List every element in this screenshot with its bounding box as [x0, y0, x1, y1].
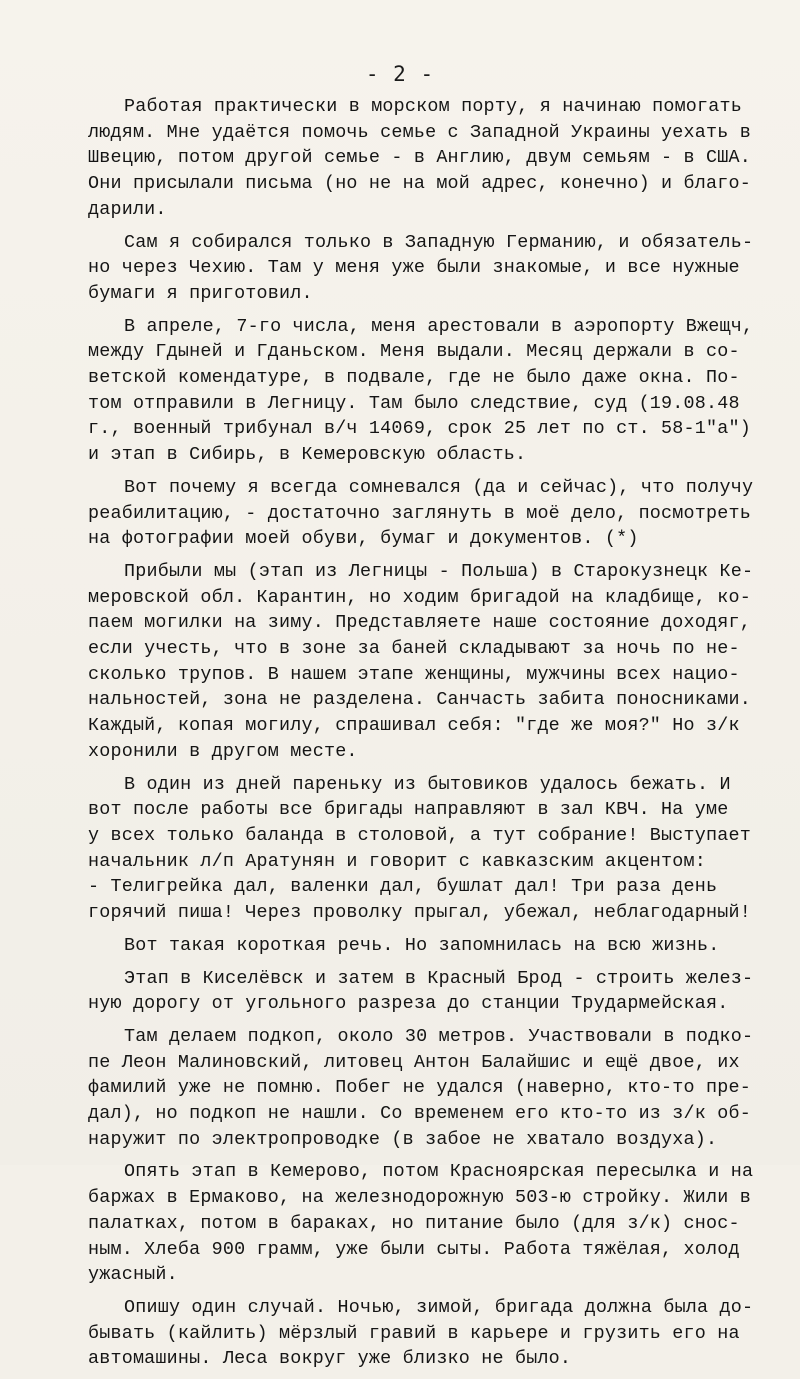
paragraph	[88, 559, 768, 765]
page-number: - 2 -	[365, 62, 435, 86]
text-line: дал), но подкоп не нашли. Со временем его кто-то из з/к об-	[88, 1103, 751, 1125]
paragraph	[88, 94, 768, 223]
text-line: фамилий уже не помню. Побег не удался (наверно, кто-то пре-	[88, 1077, 751, 1099]
text-line: Работая практически в морском порту, я начинаю помогать	[124, 96, 742, 117]
text-line: Опишу один случай. Ночью, зимой, бригада должна была до-	[124, 1296, 754, 1318]
text-line: хоронили в другом месте.	[88, 740, 358, 762]
text-line: между Гдыней и Гданьском. Меня выдали. Месяц держали в со-	[88, 341, 740, 363]
paragraph	[88, 475, 768, 552]
text-line: ную дорогу от угольного разреза до станции Трудармейская.	[88, 993, 729, 1015]
text-line: наружит по электропроводке (в забое не хватало воздуха).	[88, 1128, 718, 1150]
text-line: Швецию, потом другой семье - в Англию, двум семьям - в США.	[88, 147, 751, 169]
text-line: ветской комендатуре, в подвале, где не было даже окна. По-	[88, 367, 740, 389]
text-line: и этап в Сибирь, в Кемеровскую область.	[88, 444, 527, 466]
text-line: на фотографии моей обуви, бумаг и документов. (*)	[88, 528, 639, 550]
paragraph	[88, 314, 768, 468]
text-line: Каждый, копая могилу, спрашивал себя: "где же моя?" Но з/к	[88, 715, 740, 737]
text-line: ужасный.	[88, 1264, 178, 1286]
text-line: В один из дней пареньку из бытовиков удалось бежать. И	[124, 773, 731, 795]
text-line: бумаги я приготовил.	[88, 282, 313, 304]
text-line: Вот почему я всегда сомневался (да и сейчас), что получу	[124, 476, 754, 498]
text-line: Они присылали письма (но не на мой адрес, конечно) и благо-	[88, 173, 751, 195]
text-line: баржах в Ермаково, на железнодорожную 503-ю стройку. Жили в	[88, 1187, 751, 1209]
paragraph	[88, 1159, 768, 1288]
text-line: Опять этап в Кемерово, потом Красноярская пересылка и на	[124, 1161, 754, 1183]
text-line: но через Чехию. Там у меня уже были знакомые, и все нужные	[88, 257, 740, 279]
text-line: реабилитацию, - достаточно заглянуть в моё дело, посмотреть	[88, 502, 751, 524]
text-line: - Телигрейка дал, валенки дал, бушлат дал! Три раза день	[88, 876, 718, 898]
text-line: автомашины. Леса вокруг уже близко не было.	[88, 1348, 572, 1370]
text-line: людям. Мне удаётся помочь семье с Западной Украины уехать в	[88, 121, 751, 143]
text-line: Там делаем подкоп, около 30 метров. Участвовали в подко-	[124, 1025, 754, 1047]
text-line: палатках, потом в бараках, но питание было (для з/к) снос-	[88, 1212, 740, 1234]
text-line: начальник л/п Аратунян и говорит с кавказским акцентом:	[88, 850, 706, 872]
text-line: В апреле, 7-го числа, меня арестовали в аэропорту Вжещч,	[124, 315, 754, 337]
text-line: горячий пиша! Через проволку прыгал, убежал, неблагодарный!	[88, 902, 751, 924]
text-line: бывать (кайлить) мёрзлый гравий в карьере и грузить его на	[88, 1322, 740, 1344]
text-line: Прибыли мы (этап из Легницы - Польша) в Старокузнецк Ке-	[124, 560, 754, 582]
text-line: если учесть, что в зоне за баней складывают за ночь по не-	[88, 638, 740, 660]
text-line: дарили.	[88, 198, 167, 220]
paragraph	[88, 1024, 768, 1153]
paragraph	[88, 966, 768, 1017]
text-line: том отправили в Легницу. Там было следствие, суд (19.08.48	[88, 392, 740, 414]
text-line: г., военный трибунал в/ч 14069, срок 25 лет по ст. 58-1"а")	[88, 418, 751, 440]
text-line: у всех только баланда в столовой, а тут собрание! Выступает	[88, 824, 751, 846]
text-line: меровской обл. Карантин, но ходим бригадой на кладбище, ко-	[88, 586, 751, 608]
text-line: пе Леон Малиновский, литовец Антон Балайшис и ещё двое, их	[88, 1051, 740, 1073]
text-line: паем могилки на зиму. Представляете наше состояние доходяг,	[88, 612, 751, 634]
text-line: ным. Хлеба 900 грамм, уже были сыты. Работа тяжёлая, холод	[88, 1238, 740, 1260]
main-text	[88, 94, 768, 1379]
text-line: Этап в Киселёвск и затем в Красный Брод - строить желез-	[124, 967, 754, 989]
paragraph	[88, 933, 768, 959]
paragraph	[88, 772, 768, 926]
text-line: Сам я собирался только в Западную Германию, и обязатель-	[124, 231, 754, 253]
paragraph	[88, 1295, 768, 1372]
text-line: сколько трупов. В нашем этапе женщины, мужчины всех нацио-	[88, 663, 740, 685]
text-line: вот после работы все бригады направляют в зал КВЧ. На уме	[88, 799, 729, 821]
text-line: нальностей, зона не разделена. Санчасть забита поносниками.	[88, 689, 751, 711]
text-line: Вот такая короткая речь. Но запомнилась на всю жизнь.	[124, 934, 720, 956]
paragraph	[88, 230, 768, 307]
